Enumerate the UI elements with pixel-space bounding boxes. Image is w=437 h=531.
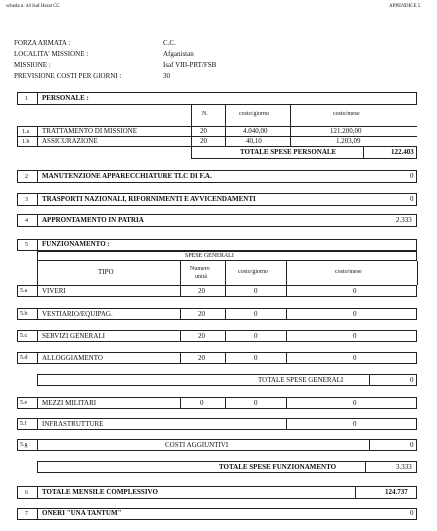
row-n: 20	[198, 354, 205, 362]
total-funzionamento-label: TOTALE SPESE FUNZIONAMENTO	[219, 463, 337, 471]
row-label: VIVERI	[42, 287, 66, 295]
row-mese: 0	[353, 310, 357, 318]
row-giorno: 40,10	[246, 137, 262, 145]
row-mese: 1.203,09	[336, 137, 361, 145]
col-giorno-header: costo/giorno	[239, 111, 269, 117]
col-tipo-header: TIPO	[98, 268, 114, 276]
row-label: TRATTAMENTO DI MISSIONE	[42, 127, 137, 135]
missione-value: Isaf VIII-PRT/FSB	[163, 61, 217, 69]
localita-label: LOCALITA' MISSIONE :	[14, 50, 89, 58]
row-n: 20	[198, 310, 205, 318]
section-3-number: 3	[25, 197, 28, 203]
row-label: INFRASTRUTTURE	[42, 420, 104, 428]
section-2-value: 0	[410, 172, 414, 180]
row-n: 20	[200, 137, 207, 145]
row-giorno: 0	[254, 354, 258, 362]
row-label: SERVIZI GENERALI	[42, 332, 106, 340]
row-n: 20	[198, 287, 205, 295]
table-row	[17, 285, 417, 297]
row-giorno: 4.040,00	[243, 127, 268, 135]
row-code: 5.b	[20, 311, 28, 317]
section-6-number: 6	[25, 490, 28, 496]
section-2-number: 2	[25, 174, 28, 180]
row-code: 1.a	[22, 129, 30, 135]
row-mese: 0	[353, 287, 357, 295]
col-numero-header: Numero	[190, 266, 210, 272]
section-1-title: PERSONALE :	[42, 94, 89, 102]
section-1-number: 1	[25, 96, 28, 102]
total-generali-label: TOTALE SPESE GENERALI	[258, 376, 344, 384]
section-4-label: APPRONTAMENTO IN PATRIA	[42, 216, 144, 224]
section-7-label: ONERI "UNA TANTUM"	[42, 509, 122, 517]
col-mese-header: costo/mese	[335, 269, 362, 275]
previsione-value: 30	[163, 72, 170, 80]
row-label: COSTI AGGIUNTIVI	[165, 441, 229, 449]
row-mese: 0	[353, 420, 357, 428]
appendix-label: APPENDICE 5	[389, 4, 421, 9]
row-code: 5.c	[20, 333, 28, 339]
previsione-label: PREVISIONE COSTI PER GIORNI :	[14, 72, 122, 80]
row-code: 1.b	[22, 139, 30, 145]
section-4-value: 2.333	[396, 216, 412, 224]
row-mese: 0	[353, 399, 357, 407]
section-7-value: 0	[410, 509, 414, 517]
section-6-label: TOTALE MENSILE COMPLESSIVO	[42, 488, 158, 496]
total-generali-box	[37, 374, 417, 386]
total-personale-label: TOTALE SPESE PERSONALE	[240, 148, 337, 156]
section-7-number: 7	[25, 511, 28, 517]
row-value: 0	[410, 441, 414, 449]
spese-generali-title: SPESE GENERALI	[185, 253, 234, 259]
row-n: 20	[198, 332, 205, 340]
row-label: ASSICURAZIONE	[42, 137, 98, 145]
row-n: 0	[200, 399, 204, 407]
row-code: 5.e	[20, 400, 28, 406]
col-mese-header: costo/mese	[333, 111, 360, 117]
row-giorno: 0	[254, 399, 258, 407]
section-3-value: 0	[410, 195, 414, 203]
forza-value: C.C.	[163, 39, 176, 47]
col-n-header: N.	[202, 111, 208, 117]
total-generali-value: 0	[410, 376, 414, 384]
row-giorno: 0	[254, 287, 258, 295]
forza-label: FORZA ARMATA :	[14, 39, 71, 47]
total-funzionamento-value: 3.333	[396, 463, 412, 471]
row-giorno: 0	[254, 310, 258, 318]
section-4-number: 4	[25, 218, 28, 224]
row-code: 5.d	[20, 355, 28, 361]
row-n: 20	[200, 127, 207, 135]
col-giorno-header: costo/giorno	[238, 269, 268, 275]
row-label: VESTIARIO/EQUIPAG.	[42, 310, 113, 318]
section-5-title: FUNZIONAMENTO :	[42, 240, 110, 248]
row-mese: 121.200,00	[330, 127, 362, 135]
form-id: scheda n. 44 Isaf Herat CC	[6, 4, 60, 9]
section-3-label: TRASPORTI NAZIONALI, RIFORNIMENTI E AVVICENDAMENTI	[42, 195, 256, 203]
section-5-number: 5	[25, 242, 28, 248]
row-mese: 0	[353, 354, 357, 362]
total-personale-value: 122.403	[391, 148, 414, 156]
missione-label: MISSIONE :	[14, 61, 51, 69]
section-6-value: 124.737	[385, 488, 408, 496]
row-mese: 0	[353, 332, 357, 340]
col-unita-header: unità	[195, 274, 207, 280]
row-code: 5.g	[20, 442, 28, 448]
section-2-label: MANUTENZIONE APPARECCHIATURE TLC DI F.A.	[42, 172, 212, 180]
localita-value: Afganistan	[163, 50, 194, 58]
row-code: 5.f	[20, 421, 27, 427]
row-label: MEZZI MILITARI	[42, 399, 97, 407]
row-giorno: 0	[254, 332, 258, 340]
row-label: ALLOGGIAMENTO	[42, 354, 103, 362]
row-code: 5.a	[20, 288, 28, 294]
